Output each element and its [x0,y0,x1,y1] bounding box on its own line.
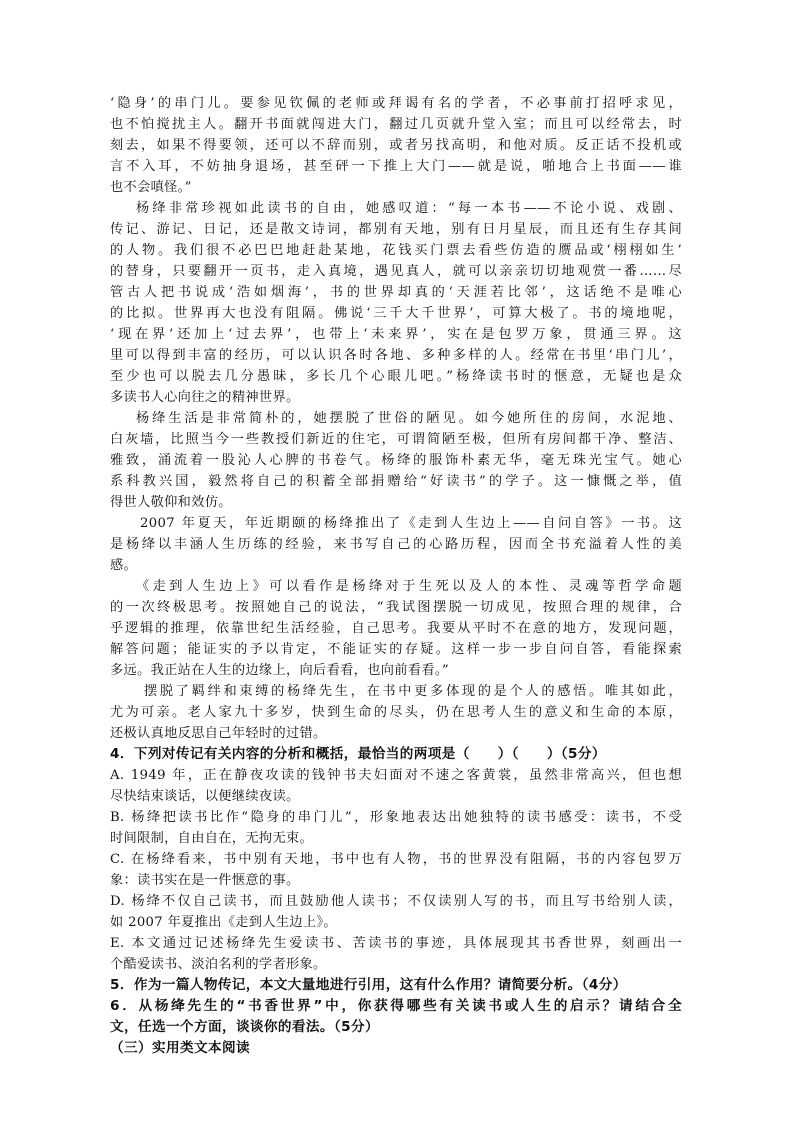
section-heading: （三）实用类文本阅读 [110,1040,250,1056]
text-line: 系科教兴国，毅然将自己的积蓄全部捐赠给“好读书”的学子。这一慷慨之举，值 [110,474,682,489]
text-line: 的替身，只要翻开一页书，走入真境，遇见真人，就可以亲亲切切地观赏一番……尽 [110,264,682,279]
text-line: 里可以得到丰富的经历，可以认识各时各地、多种多样的人。经常在书里‘串门儿’， [110,348,682,363]
question-4-stem: 4．下列对传记有关内容的分析和概括，最恰当的两项是（ ）（ ）（5分） [110,746,606,762]
text-line: 的比拟。世界再大也没有阻隔。佛说‘三千大千世界’，可算大极了。书的境地呢， [110,306,682,321]
question-6: 文，任选一个方面，谈谈你的看法。（5分） [110,1019,379,1035]
question-4-option: 象：读书实在是一件惬意的事。 [110,873,300,888]
text-line: 是杨绛以丰涵人生历练的经验，来书写自己的心路历程，因而全书充溢着人性的美 [110,537,682,552]
text-line: 言不入耳，不妨抽身退场，甚至砰一下推上大门——就是说，啪地合上书面——谁 [110,159,682,174]
question-4-option: C. 在杨绛看来，书中别有天地，书中也有人物，书的世界没有阻隔，书的内容包罗万 [110,852,682,867]
text-line: 传记、游记、日记，还是散文诗词，都别有天地，别有日月星辰，而且还有生存其间 [110,222,682,237]
text-line: 杨绛生活是非常简朴的，她摆脱了世俗的陋见。如今她所住的房间，水泥地、 [136,411,682,426]
text-line: 多远。我正站在人生的边缘上，向后看看，也向前看看。” [110,663,449,678]
text-line: 《走到人生边上》可以看作是杨绛对于生死以及人的本性、灵魂等哲学命题 [136,579,682,594]
text-line: 尤为可亲。老人家九十多岁，快到生命的尽头，仍在思考人生的意义和生命的本原， [110,705,682,720]
question-4-option: E. 本文通过记述杨绛先生爱读书、苦读书的事迹，具体展现其书香世界，刻画出一 [110,936,682,951]
question-4-option: 个酷爱读书、淡泊名利的学者形象。 [110,957,327,972]
text-line: 的一次终极思考。按照她自己的说法，“我试图摆脱一切成见，按照合理的规律，合 [110,600,682,615]
question-4-option: 如 2007 年夏推出《走到人生边上》。 [110,915,337,930]
text-line: 管古人把书说成‘浩如烟海’，书的世界却真的‘天涯若比邻’，这话绝不是唯心 [110,285,682,300]
text-line: 白灰墙，比照当今一些教授们新近的住宅，可谓简陋至极，但所有房间都干净、整洁、 [110,432,682,447]
question-4-option: 尽快结束谈话，以便继续夜读。 [110,789,300,804]
text-line: 摆脱了羁绊和束缚的杨绛先生，在书中更多体现的是个人的感悟。唯其如此， [144,684,682,699]
question-6: 6．从杨绛先生的“书香世界”中，你获得哪些有关读书或人生的启示？请结合全 [110,998,682,1014]
text-line: 雅致，涌流着一股沁人心脾的书卷气。杨绛的服饰朴素无华，毫无珠光宝气。她心 [110,453,682,468]
text-line: 还极认真地反思自己年轻时的过错。 [110,726,327,741]
document-page [110,93,682,1059]
text-line: 杨绛非常珍视如此读书的自由，她感叹道：“每一本书——不论小说、戏剧、 [136,201,682,216]
text-line: 解答问题；能证实的予以肯定，不能证实的存疑。这样一步一步自问自答，看能探索 [110,642,682,657]
text-line: 也不怕搅扰主人。翻开书面就闯进大门，翻过几页就升堂入室；而且可以经常去，时 [110,117,682,132]
text-line: 多读书人心向往之的精神世界。 [110,390,300,405]
question-5: 5．作为一篇人物传记，本文大量地进行引用，这有什么作用？请简要分析。（4分） [110,977,627,993]
text-line: 乎逻辑的推理，依靠世纪生活经验，自己思考。我要从平时不在意的地方，发现问题， [110,621,682,636]
question-4-option: 时间限制，自由自在，无拘无束。 [110,831,314,846]
text-line: 刻去，如果不得要领，还可以不辞而别，或者另找高明，和他对质。反正话不投机或 [110,138,682,153]
text-line: 的人物。我们很不必巴巴地赶赴某地，花钱买门票去看些仿造的赝品或‘栩栩如生’ [110,243,682,258]
text-line: 也不会嗔怪。” [110,180,192,195]
question-4-option: B. 杨绛把读书比作“隐身的串门儿”，形象地表达出她独特的读书感受：读书，不受 [110,810,682,825]
text-line: ‘现在界’还加上‘过去界’，也带上‘未来界’，实在是包罗万象，贯通三界。这 [110,327,682,342]
text-line: 2007 年夏天，年近期颐的杨绛推出了《走到人生边上——自问自答》一书。这 [140,516,682,531]
text-line: ‘隐身’的串门儿。要参见钦佩的老师或拜谒有名的学者，不必事前打招呼求见， [110,96,682,111]
question-4-option: D. 杨绛不仅自己读书，而且鼓励他人读书；不仅读别人写的书，而且写书给别人读， [110,894,682,909]
text-line: 至少也可以脱去几分愚昧，多长几个心眼儿吧。”杨绛读书时的惬意，无疑也是众 [110,369,682,384]
text-line: 得世人敬仰和效仿。 [110,495,232,510]
question-4-option: A. 1949 年，正在静夜攻读的钱钟书夫妇面对不速之客黄裳，虽然非常高兴，但也想 [110,768,682,783]
text-line: 感。 [110,558,138,573]
